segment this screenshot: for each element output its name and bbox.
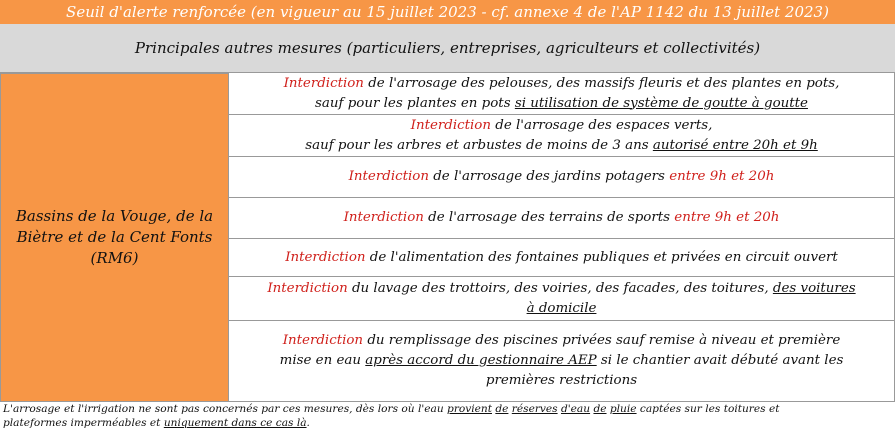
measure-line xyxy=(280,351,844,371)
measure-exception: autorisé entre 20h et 9h xyxy=(652,137,818,153)
footnote-underlined: de xyxy=(593,403,607,415)
measure-keyword: Interdiction xyxy=(282,333,364,348)
measure-text: mise en eau xyxy=(279,353,366,368)
measure-line xyxy=(315,94,808,114)
measure-row-sports-fields xyxy=(229,198,895,239)
measure-line xyxy=(349,167,775,187)
measure-exception: si utilisation de système de goutte à goutte xyxy=(514,95,808,111)
measure-text: sauf pour les arbres et arbustes de moins de 3 ans xyxy=(305,137,653,153)
footnote xyxy=(3,402,892,430)
measure-text: de l'arrosage des terrains de sports xyxy=(423,210,675,225)
measure-text: du remplissage des piscines privées sauf remise à niveau et première xyxy=(363,333,841,348)
measure-row-pools xyxy=(229,321,895,402)
measure-keyword: Interdiction xyxy=(348,169,429,184)
measure-line xyxy=(284,74,840,94)
measure-keyword: Interdiction xyxy=(410,117,491,133)
footnote-line xyxy=(3,402,892,416)
footnote-underlined: pluie xyxy=(609,403,637,415)
measure-text: de l'arrosage des espaces verts, xyxy=(490,117,713,133)
measure-keyword: Interdiction xyxy=(285,249,366,265)
measure-row-washing xyxy=(229,277,895,321)
measure-text: de l'alimentation des fontaines publiques et privées en circuit ouvert xyxy=(365,249,838,265)
measure-keyword: Interdiction xyxy=(267,280,348,296)
measure-line xyxy=(305,136,818,156)
measure-line xyxy=(344,208,780,228)
measure-line xyxy=(267,279,855,299)
footnote-underlined: uniquement dans ce cas là xyxy=(163,417,307,429)
measure-row-vegetable-gardens xyxy=(229,157,895,198)
measure-row-fountains xyxy=(229,239,895,277)
measure-line xyxy=(411,116,713,136)
measures-subheader: Principales autres mesures (particuliers, entreprises, agriculteurs et collectivités) xyxy=(0,24,895,73)
footnote-underlined: d'eau xyxy=(560,403,591,415)
footnote-underlined: de xyxy=(495,403,509,415)
measure-text: de l'arrosage des jardins potagers xyxy=(428,169,670,184)
footnote-underlined: réserves xyxy=(511,403,558,415)
measure-exception: à domicile xyxy=(526,300,597,316)
measure-text: du lavage des trottoirs, des voiries, des facades, des toitures, xyxy=(347,280,773,296)
footnote-underlined: provient xyxy=(447,403,492,415)
measure-text: sauf pour les plantes en pots xyxy=(315,95,515,111)
footnote-text: plateformes imperméables et xyxy=(3,417,164,429)
measure-keyword: Interdiction xyxy=(343,210,424,225)
measure-row-green-spaces xyxy=(229,115,895,157)
measure-line xyxy=(527,299,597,319)
footnote-text: L'arrosage et l'irrigation ne sont pas concernés par ces mesures, dès lors où l'eau xyxy=(3,403,448,415)
measure-line xyxy=(486,371,637,391)
measure-line xyxy=(285,248,838,268)
measure-text: premières restrictions xyxy=(485,373,638,388)
measure-line xyxy=(283,331,841,351)
measure-keyword: Interdiction xyxy=(283,75,364,91)
zone-name: Bassins de la Vouge, de la Biètre et de la Cent Fonts (RM6) xyxy=(15,207,214,267)
measure-hours: entre 9h et 20h xyxy=(669,169,775,184)
footnote-line xyxy=(3,416,892,430)
measure-text: de l'arrosage des pelouses, des massifs fleuris et des plantes en pots, xyxy=(363,75,840,91)
measure-exception: après accord du gestionnaire AEP xyxy=(365,353,597,368)
footnote-text: . xyxy=(306,417,310,429)
alert-level-banner: Seuil d'alerte renforcée (en vigueur au 15 juillet 2023 - cf. annexe 4 de l'AP 1142 du 13 juillet 2023) xyxy=(0,0,895,24)
measure-exception: des voitures xyxy=(772,280,856,296)
zone-label xyxy=(0,73,229,402)
measures-list xyxy=(229,73,895,402)
measure-hours: entre 9h et 20h xyxy=(674,210,780,225)
measure-row-lawns xyxy=(229,73,895,115)
footnote-text: captées sur les toitures et xyxy=(636,403,780,415)
measure-text: si le chantier avait débuté avant les xyxy=(596,353,844,368)
